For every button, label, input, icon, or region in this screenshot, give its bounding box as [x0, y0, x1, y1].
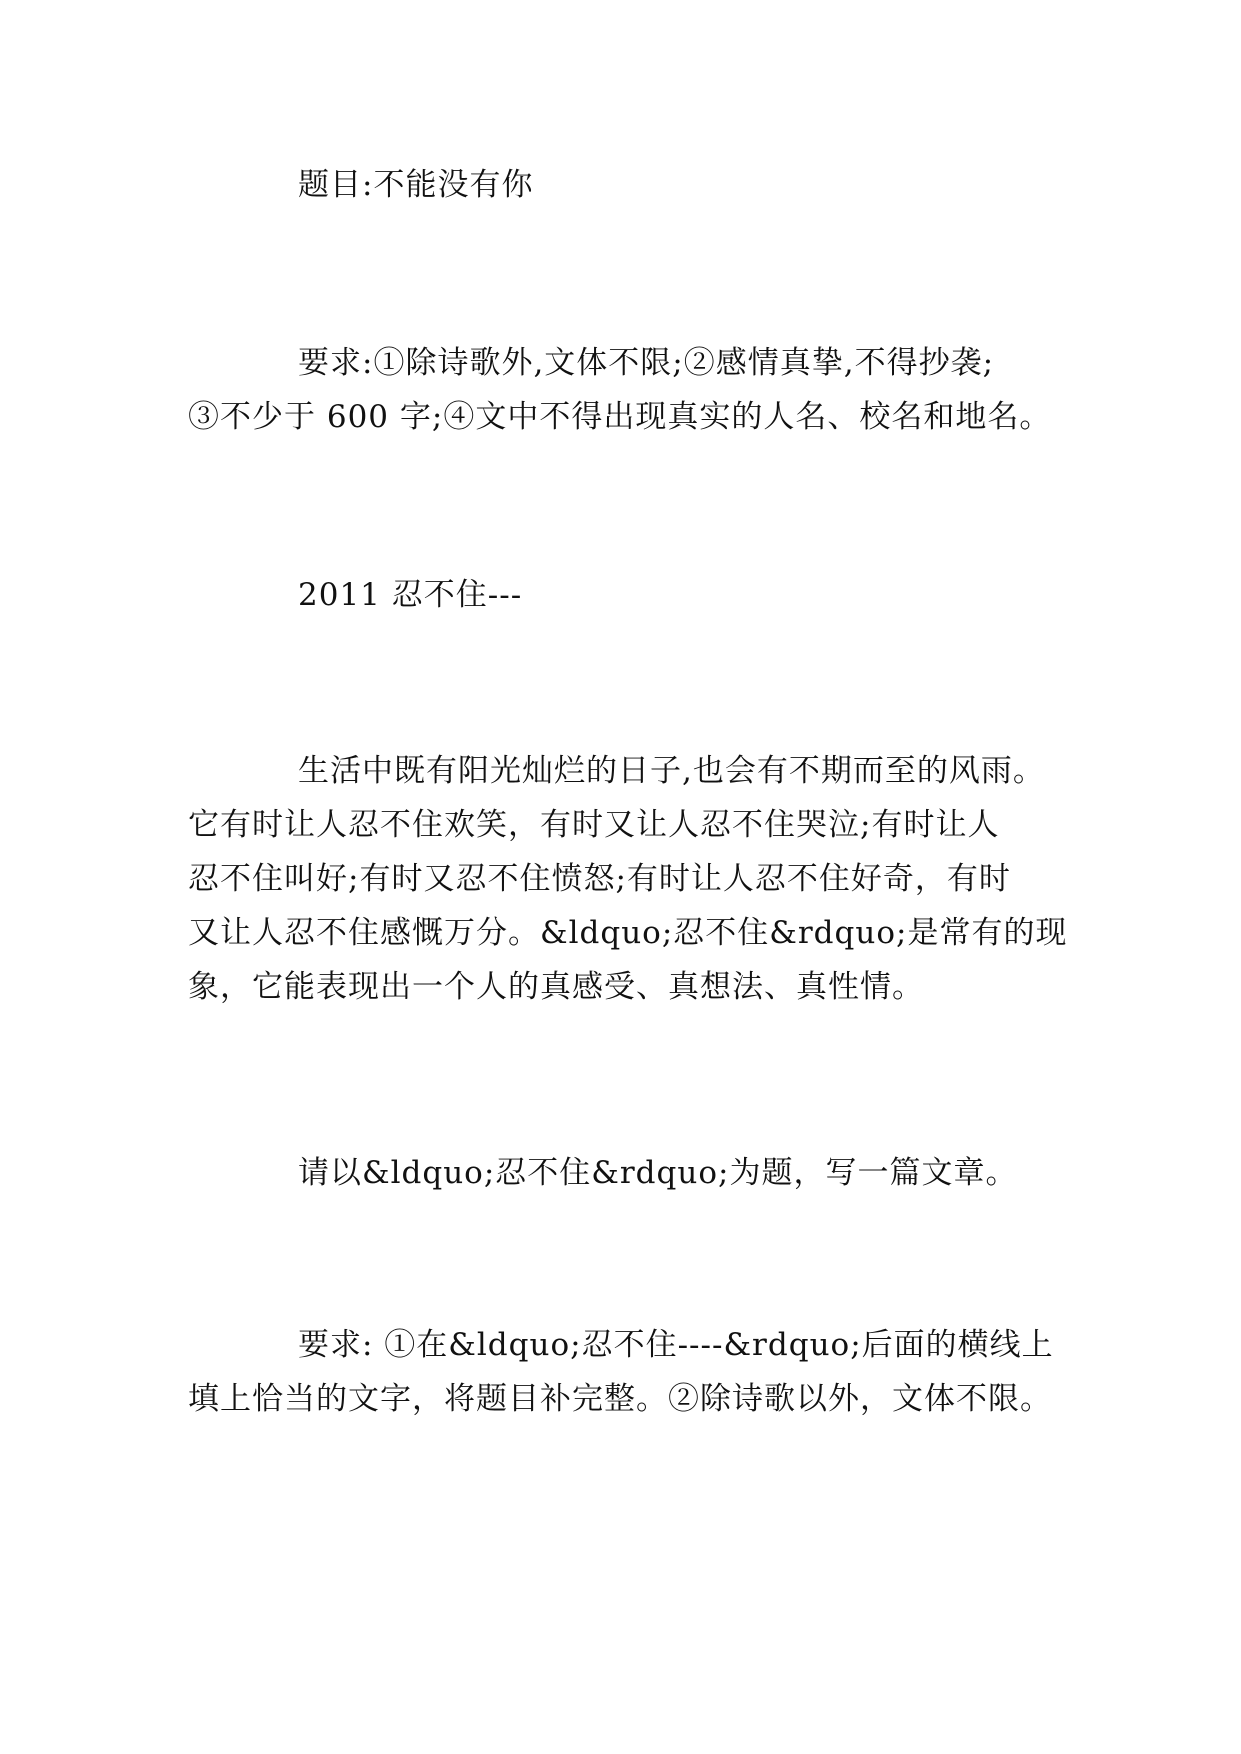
- requirements-1-line-1: 要求:①除诗歌外,文体不限;②感情真挚,不得抄袭;: [298, 345, 995, 381]
- writing-prompt-line: 请以&ldquo;忍不住&rdquo;为题，写一篇文章。: [298, 1155, 1018, 1191]
- requirements-2-line-1: 要求: ①在&ldquo;忍不住----&rdquo;后面的横线上: [298, 1327, 1054, 1363]
- body-paragraph: [188, 744, 1068, 1014]
- year-heading-paragraph: [188, 568, 1048, 622]
- body-line-4: 又让人忍不住感慨万分。&ldquo;忍不住&rdquo;是常有的现: [188, 915, 1068, 951]
- requirements-paragraph-1: [188, 336, 1052, 444]
- body-line-5: 象，它能表现出一个人的真感受、真想法、真性情。: [188, 969, 924, 1005]
- essay-title-line: 题目:不能没有你: [298, 167, 534, 203]
- requirements-paragraph-2: [188, 1318, 1054, 1426]
- body-line-3: 忍不住叫好;有时又忍不住愤怒;有时让人忍不住好奇，有时: [188, 861, 1011, 897]
- requirements-1-line-2: ③不少于 600 字;④文中不得出现真实的人名、校名和地名。: [188, 399, 1052, 435]
- writing-prompt-paragraph: [188, 1146, 1048, 1200]
- year-heading-line: 2011 忍不住---: [298, 577, 523, 613]
- body-line-2: 它有时让人忍不住欢笑，有时又让人忍不住哭泣;有时让人: [188, 807, 1000, 843]
- essay-title-paragraph: [188, 158, 1048, 212]
- body-line-1: 生活中既有阳光灿烂的日子,也会有不期而至的风雨。: [298, 753, 1045, 789]
- requirements-2-line-2: 填上恰当的文字，将题目补完整。②除诗歌以外，文体不限。: [188, 1381, 1052, 1417]
